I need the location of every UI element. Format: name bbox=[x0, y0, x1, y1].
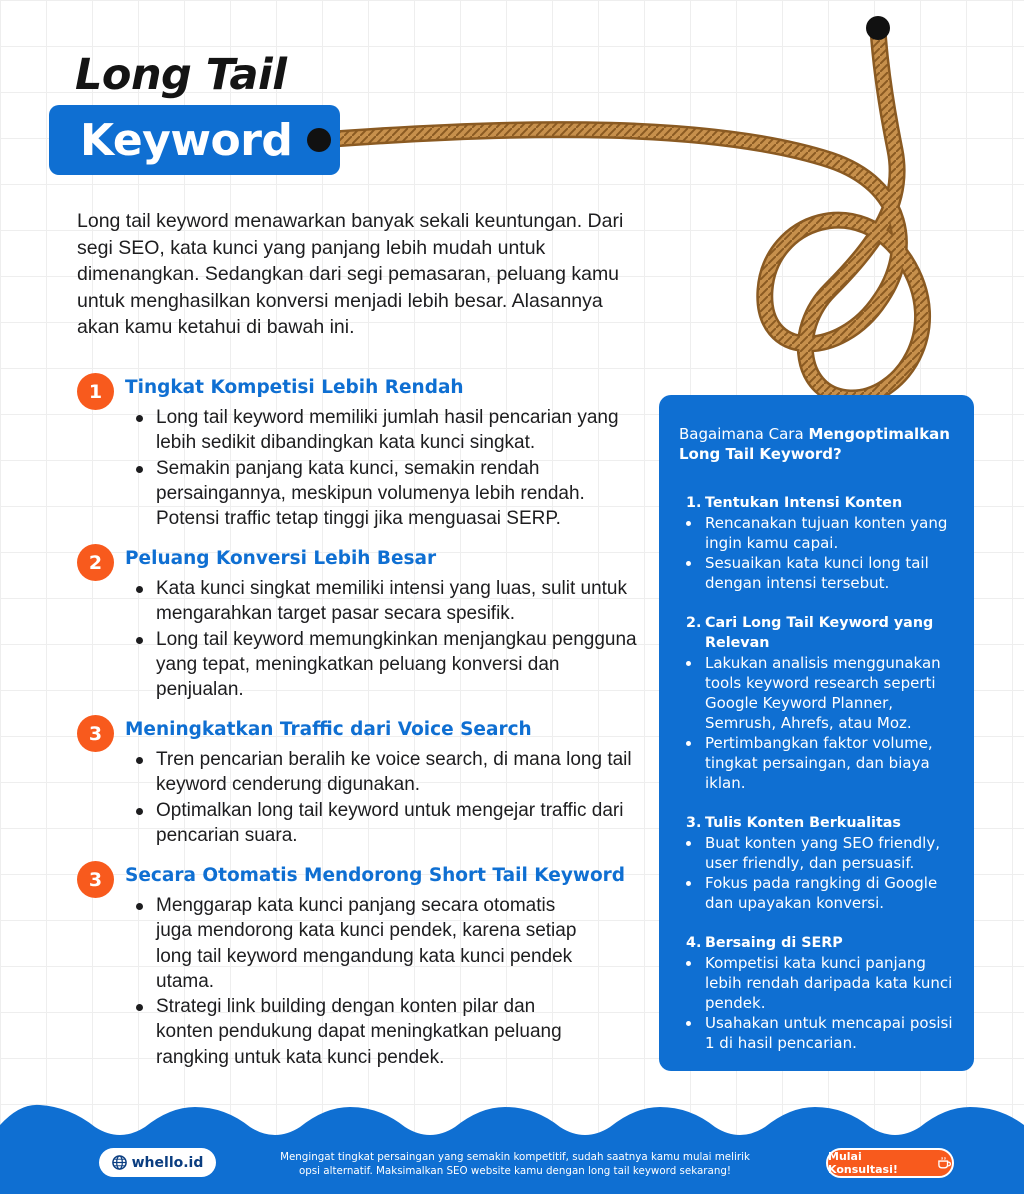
bullet-item: Long tail keyword memiliki jumlah hasil pencarian yang lebih sedikit dibandingkan kata kunci singkat. bbox=[134, 405, 644, 456]
tip-step-title bbox=[679, 613, 954, 653]
tip-bullet: Usahakan untuk mencapai posisi 1 di hasil pencarian. bbox=[705, 1014, 953, 1052]
tip-step-number: 2. bbox=[686, 615, 702, 631]
footer-message: Mengingat tingkat persaingan yang semakin kompetitif, sudah saatnya kamu mulai melirik opsi alternatif. Maksimalkan SEO website kamu dengan long tail keyword sekarang! bbox=[280, 1151, 750, 1177]
tip-step-bullets bbox=[679, 953, 954, 1053]
title-line-1: Long Tail bbox=[75, 50, 287, 100]
footer-wave bbox=[0, 1097, 1024, 1194]
tip-step-title-text: Cari Long Tail Keyword yang Relevan bbox=[705, 615, 934, 651]
tip-step-title bbox=[679, 813, 954, 833]
rope-hole-top bbox=[866, 16, 890, 40]
tip-bullet: Fokus pada rangking di Google dan upayakan konversi. bbox=[705, 873, 954, 913]
tip-bullet: Kompetisi kata kunci panjang lebih rendah daripada kata kunci pendek. bbox=[705, 954, 953, 1012]
tip-step-bullets bbox=[679, 513, 954, 593]
tip-step-1 bbox=[679, 493, 954, 593]
tip-step-title bbox=[679, 933, 954, 953]
bullet-item: Menggarap kata kunci panjang secara otomatis juga mendorong kata kunci pendek, karena setiap long tail keyword mengandung kata kunci pendek utama. bbox=[134, 893, 644, 994]
brand-logo[interactable] bbox=[99, 1148, 216, 1177]
tip-step-4 bbox=[679, 933, 954, 1053]
globe-icon bbox=[112, 1155, 127, 1170]
title-box bbox=[49, 105, 340, 175]
tips-heading-bold: Mengoptimalkan Long Tail Keyword? bbox=[679, 425, 950, 463]
bullet-item: Strategi link building dengan konten pilar dan konten pendukung dapat meningkatkan peluang rangking untuk kata kunci pendek. bbox=[134, 994, 644, 1070]
rope-hole-left bbox=[306, 127, 332, 153]
tip-bullet: Lakukan analisis menggunakan tools keyword research seperti Google Keyword Planner, Semrush, Ahrefs, atau Moz. bbox=[705, 653, 954, 733]
section-number-badge: 3 bbox=[77, 861, 114, 898]
section-bullets bbox=[134, 576, 644, 702]
intro-paragraph: Long tail keyword menawarkan banyak sekali keuntungan. Dari segi SEO, kata kunci yang panjang lebih mudah untuk dimenangkan. Sedangkan dari segi pemasaran, peluang kamu untuk menghasilkan konversi menjadi lebih besar. Alasannya akan kamu ketahui di bawah ini. bbox=[77, 210, 624, 338]
tip-step-bullets bbox=[679, 653, 954, 793]
section-title: Secara Otomatis Mendorong Short Tail Keyword bbox=[125, 865, 626, 886]
tip-step-number: 3. bbox=[686, 815, 702, 831]
bullet-item: Semakin panjang kata kunci, semakin rendah persaingannya, meskipun volumenya lebih rendah. Potensi traffic tetap tinggi jika menguasai SERP. bbox=[134, 456, 644, 532]
section-bullets bbox=[134, 747, 644, 848]
section-number-badge: 2 bbox=[77, 544, 114, 581]
tip-bullet: Sesuaikan kata kunci long tail dengan intensi tersebut. bbox=[705, 553, 954, 593]
tip-bullet: Buat konten yang SEO friendly, user friendly, dan persuasif. bbox=[705, 833, 954, 873]
brand-logo-text: whello.id bbox=[131, 1154, 204, 1171]
tip-step-number: 4. bbox=[686, 935, 702, 951]
tip-step-3 bbox=[679, 813, 954, 913]
bullet-item: Long tail keyword memungkinkan menjangkau pengguna yang tepat, meningkatkan peluang konversi dan penjualan. bbox=[134, 627, 644, 703]
section-title: Tingkat Kompetisi Lebih Rendah bbox=[125, 377, 464, 398]
section-bullets bbox=[134, 893, 644, 1070]
section-number-badge: 3 bbox=[77, 715, 114, 752]
tip-step-title-text: Tulis Konten Berkualitas bbox=[705, 815, 901, 831]
tip-step-2 bbox=[679, 613, 954, 793]
consultation-button[interactable] bbox=[826, 1148, 954, 1178]
tips-heading-plain: Bagaimana Cara bbox=[679, 425, 809, 443]
tip-bullet: Pertimbangkan faktor volume, tingkat persaingan, dan biaya iklan. bbox=[705, 733, 954, 793]
consultation-button-label: Mulai Konsultasi! bbox=[828, 1150, 898, 1176]
section-title: Peluang Konversi Lebih Besar bbox=[125, 548, 437, 569]
coffee-cup-icon bbox=[937, 1156, 952, 1170]
tip-step-bullets bbox=[679, 833, 954, 913]
tips-heading bbox=[679, 424, 954, 464]
tip-bullet: Rencanakan tujuan konten yang ingin kamu capai. bbox=[705, 513, 954, 553]
tip-step-title-text: Bersaing di SERP bbox=[705, 935, 843, 951]
title-line-2: Keyword bbox=[80, 114, 293, 166]
section-number-badge: 1 bbox=[77, 373, 114, 410]
tip-step-number: 1. bbox=[686, 495, 702, 511]
section-title: Meningkatkan Traffic dari Voice Search bbox=[125, 719, 532, 740]
bullet-item: Tren pencarian beralih ke voice search, di mana long tail keyword cenderung digunakan. bbox=[134, 747, 644, 798]
tip-step-title-text: Tentukan Intensi Konten bbox=[705, 495, 903, 511]
bullet-item: Kata kunci singkat memiliki intensi yang luas, sulit untuk mengarahkan target pasar secara spesifik. bbox=[134, 576, 644, 627]
bullet-item: Optimalkan long tail keyword untuk mengejar traffic dari pencarian suara. bbox=[134, 798, 644, 849]
tip-step-title bbox=[679, 493, 954, 513]
optimization-tips-box bbox=[659, 395, 974, 1071]
section-bullets bbox=[134, 405, 644, 531]
